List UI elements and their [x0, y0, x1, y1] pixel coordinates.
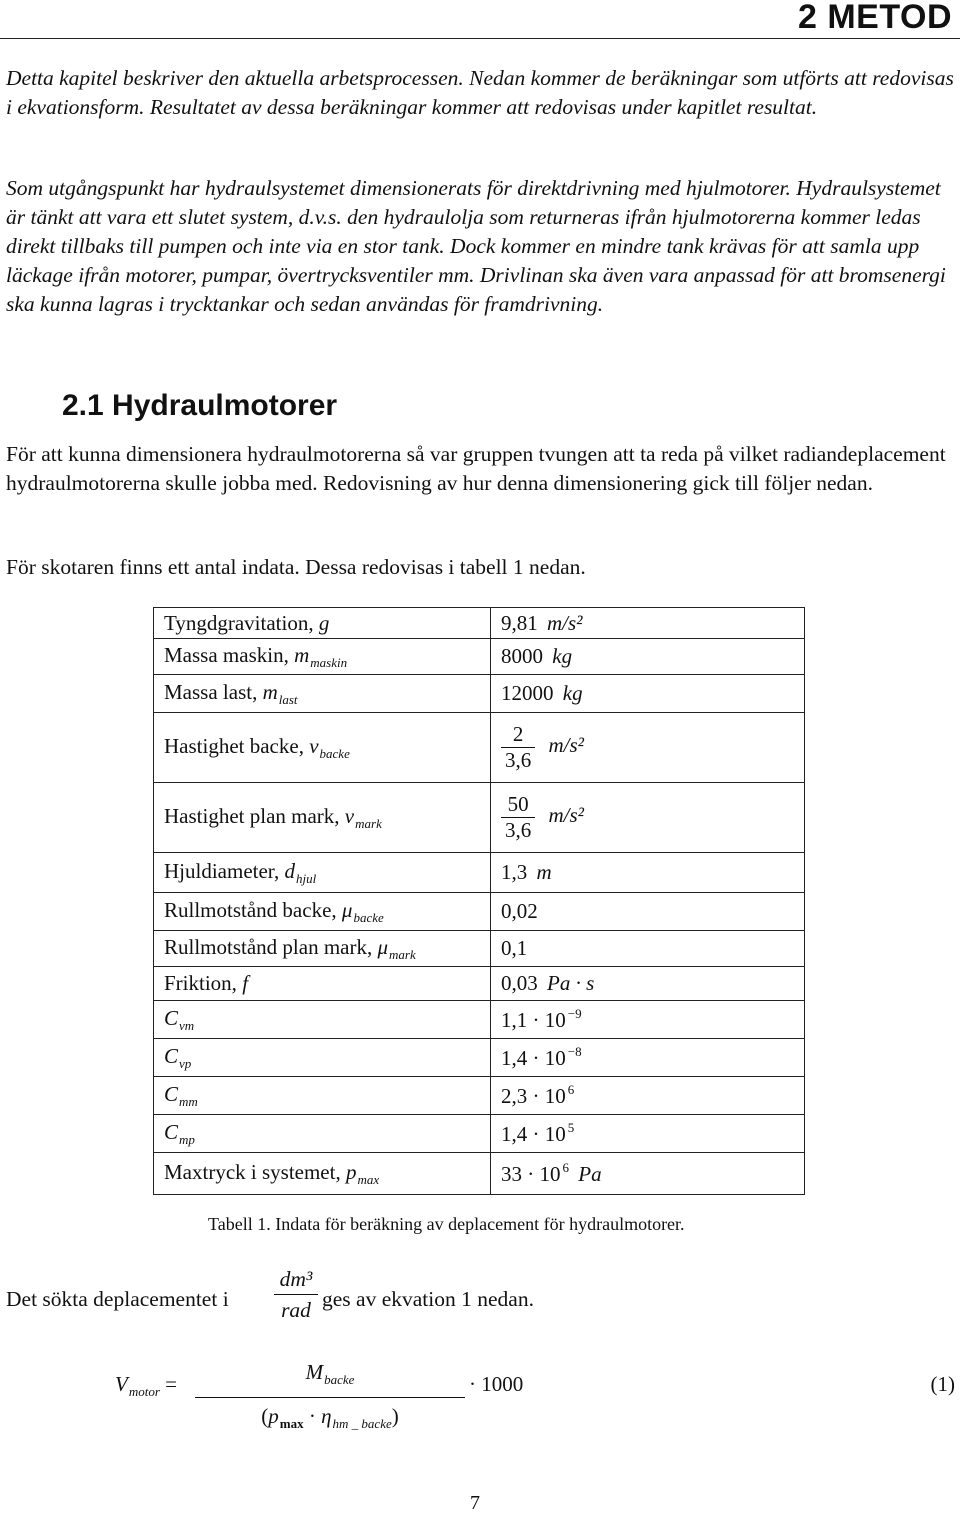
indata-value: 1,3	[501, 860, 528, 884]
indata-subscript: vm	[179, 1017, 195, 1033]
indata-label-cell	[154, 608, 491, 639]
equation-factor: · 1000	[469, 1372, 524, 1396]
indata-label-cell	[154, 1039, 491, 1077]
displacement-text-after: ges av ekvation 1 nedan.	[322, 1287, 534, 1311]
indata-value-cell	[491, 713, 805, 783]
indata-symbol: f	[242, 971, 249, 995]
indata-unit: m	[531, 860, 552, 884]
section-paragraph: För att kunna dimensionera hydraulmotorerna så var gruppen tvungen att ta reda på vilket radiandeplacement hydraulmotorerna skulle jobba med. Redovisning av hur denna dimensionering gick till följer nedan.	[6, 442, 946, 495]
indata-subscript: mark	[355, 815, 382, 831]
indata-symbol: C	[164, 1081, 179, 1106]
fraction-denominator: 3,6	[501, 747, 535, 773]
indata-value: 9,81	[501, 610, 538, 635]
indata-exponent: 6	[567, 1082, 575, 1097]
indata-label-cell	[154, 967, 491, 1001]
indata-label-cell	[154, 853, 491, 893]
value-fraction	[501, 722, 535, 773]
indata-label: Massa maskin,	[164, 642, 295, 667]
value-fraction	[501, 792, 535, 843]
indata-label: Rullmotstånd plan mark,	[164, 934, 378, 959]
indata-subscript: max	[357, 1171, 380, 1187]
indata-label-cell	[154, 893, 491, 931]
indata-label-cell	[154, 783, 491, 853]
table-row	[154, 1039, 805, 1077]
indata-label: Rullmotstånd backe,	[164, 897, 342, 922]
indata-subscript: mark	[389, 946, 416, 962]
indata-subscript: backe	[353, 909, 384, 925]
indata-value-cell	[491, 967, 805, 1001]
indata-value-cell	[491, 675, 805, 713]
page-number: 7	[470, 1492, 480, 1514]
indata-symbol: C	[164, 1119, 179, 1144]
indata-subscript: mp	[179, 1131, 195, 1147]
indata-unit: kg	[557, 681, 583, 705]
indata-unit: kg	[547, 644, 573, 668]
table-row	[154, 639, 805, 675]
indata-label-cell	[154, 1153, 491, 1195]
indata-label-cell	[154, 931, 491, 967]
fraction-denominator: 3,6	[501, 817, 535, 843]
table-row	[154, 608, 805, 639]
indata-value: 2,3 · 10	[501, 1084, 566, 1108]
unit-numerator: dm³	[279, 1267, 313, 1291]
indata-value-cell	[491, 893, 805, 931]
indata-symbol: v	[344, 803, 355, 828]
indata-subscript: hjul	[295, 870, 317, 886]
indata-symbol: C	[164, 1043, 179, 1068]
chapter-header	[0, 0, 960, 36]
indata-exponent: −9	[567, 1006, 582, 1021]
equation-denominator: $(p_{max} \cdot \eta_{hm \_ backe})$	[195, 1397, 465, 1442]
table-row	[154, 1077, 805, 1115]
indata-value: 8000	[501, 644, 543, 668]
indata-label-cell	[154, 675, 491, 713]
indata-value-cell	[491, 853, 805, 893]
indata-exponent: −8	[567, 1044, 582, 1059]
table-row	[154, 713, 805, 783]
fraction-numerator: 50	[507, 792, 529, 816]
indata-label: Tyngdgravitation,	[164, 610, 319, 635]
indata-exponent: 6	[562, 1160, 569, 1175]
indata-subscript: last	[278, 691, 298, 707]
table-row	[154, 1001, 805, 1039]
indata-value-cell	[491, 1153, 805, 1195]
system-paragraph: Som utgångspunkt har hydraulsystemet dimensionerats för direktdrivning med hjulmotorer. Hydraulsystemet är tänkt att vara ett slutet system, d.v.s. den hydraulolja som returneras ifrån hjulmotorerna kommer ledas direkt tillbaks till pumpen och inte via en stor tank. Dock kommer en mindre tank krävas för att samla upp läckage ifrån motorer, pumpar, övertrycksventiler mm. Drivlinan ska även vara anpassad för att bromsenergi ska kunna lagras i trycktankar och sedan användas för framdrivning.	[6, 176, 946, 316]
indata-unit: m/s²	[543, 733, 584, 758]
indata-value-cell	[491, 608, 805, 639]
indata-unit: Pa	[573, 1162, 602, 1186]
indata-value: 1,1 · 10	[501, 1008, 566, 1032]
equation-numerator: $M_{backe}$	[305, 1360, 355, 1387]
indata-unit: m/s²	[541, 610, 583, 635]
indata-subscript: maskin	[310, 654, 348, 670]
unit-denominator: rad	[274, 1294, 318, 1325]
indata-value-cell	[491, 783, 805, 853]
indata-symbol: p	[345, 1159, 357, 1184]
indata-value: 0,03	[501, 971, 538, 995]
indata-label: Friktion,	[164, 971, 243, 995]
table-row	[154, 675, 805, 713]
header-rule	[0, 38, 960, 39]
indata-symbol: v	[309, 733, 319, 758]
indata-label: Massa last,	[164, 679, 263, 704]
indata-value-cell	[491, 1001, 805, 1039]
table-row	[154, 893, 805, 931]
fraction-numerator: 2	[512, 722, 524, 746]
table-row	[154, 931, 805, 967]
indata-value: 0,1	[501, 936, 528, 960]
indata-symbol: d	[284, 858, 295, 883]
indata-label: Hastighet backe,	[164, 733, 310, 758]
indata-unit: m/s²	[543, 803, 584, 828]
indata-symbol: g	[318, 610, 330, 635]
indata-label-cell	[154, 1115, 491, 1153]
indata-value-cell	[491, 1077, 805, 1115]
indata-subscript: backe	[319, 745, 350, 761]
indata-symbol: μ	[341, 897, 353, 922]
indata-label-cell	[154, 1077, 491, 1115]
indata-label: Hjuldiameter,	[164, 858, 285, 883]
indata-symbol: μ	[377, 934, 389, 959]
equation-lhs: $V_{motor}$ =	[115, 1372, 177, 1399]
indata-label: Maxtryck i systemet,	[164, 1159, 346, 1184]
indata-symbol: m	[262, 679, 278, 704]
indata-value: 1,4 · 10	[501, 1046, 566, 1070]
table-row	[154, 1115, 805, 1153]
equation-number: (1)	[930, 1372, 955, 1396]
indata-exponent: 5	[567, 1120, 575, 1135]
indata-table	[153, 607, 805, 1195]
indata-symbol: C	[164, 1005, 179, 1030]
intro-paragraph: Detta kapitel beskriver den aktuella arbetsprocessen. Nedan kommer de beräkningar som utförts att redovisas i ekvationsform. Resultatet av dessa beräkningar kommer att redovisas under kapitlet resultat.	[6, 66, 954, 119]
indata-label: Hastighet plan mark,	[164, 803, 345, 828]
indata-value: 0,02	[501, 899, 538, 923]
equation-fraction	[195, 1355, 465, 1442]
indata-value: 12000	[501, 681, 554, 705]
table-caption: Tabell 1. Indata för beräkning av deplacement för hydraulmotorer.	[208, 1214, 685, 1234]
indata-subscript: vp	[179, 1055, 192, 1071]
table-row	[154, 853, 805, 893]
table-row	[154, 967, 805, 1001]
unit-fraction	[274, 1264, 318, 1325]
indata-value-cell	[491, 639, 805, 675]
indata-value-cell	[491, 931, 805, 967]
table-row	[154, 783, 805, 853]
indata-symbol: m	[294, 642, 310, 667]
indata-value: 1,4 · 10	[501, 1122, 566, 1146]
indata-value: 33 · 10	[501, 1162, 561, 1186]
displacement-text-before: Det sökta deplacementet i	[6, 1287, 229, 1311]
chapter-title: 2 METOD	[797, 0, 952, 36]
section-heading: 2.1 Hydraulmotorer	[62, 389, 338, 422]
table-row	[154, 1153, 805, 1195]
equation-1	[115, 1355, 955, 1435]
indata-label-cell	[154, 639, 491, 675]
indata-unit: Pa · s	[541, 971, 595, 995]
indata-label-cell	[154, 713, 491, 783]
indata-subscript: mm	[179, 1093, 198, 1109]
indata-label-cell	[154, 1001, 491, 1039]
indata-value-cell	[491, 1039, 805, 1077]
table-intro-paragraph: För skotaren finns ett antal indata. Dessa redovisas i tabell 1 nedan.	[6, 555, 586, 579]
indata-value-cell	[491, 1115, 805, 1153]
